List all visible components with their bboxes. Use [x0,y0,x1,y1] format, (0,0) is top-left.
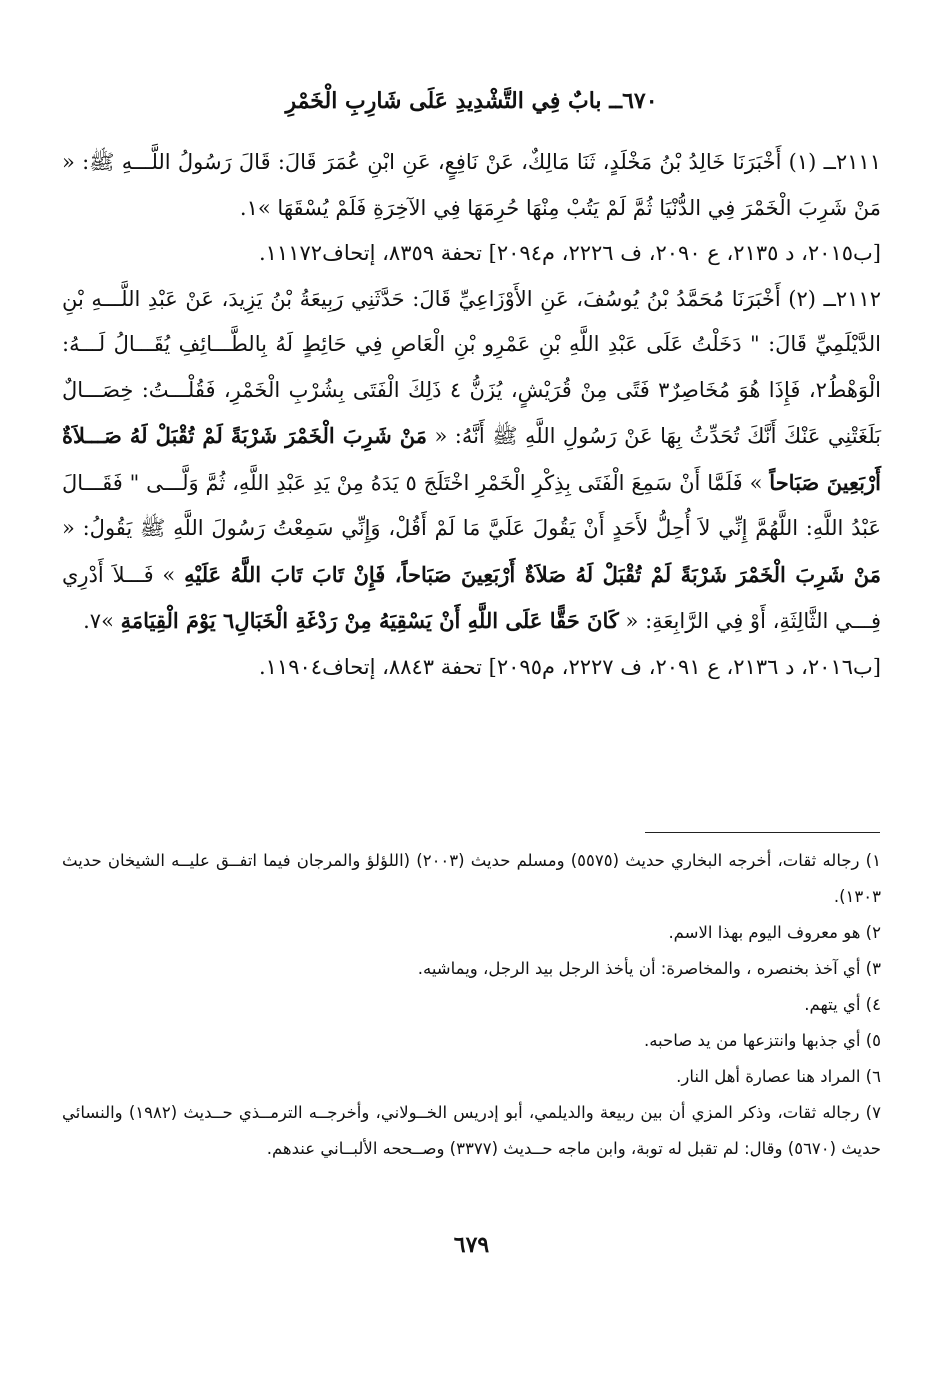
hadith-2111-text: ٢١١١ــ (١) أَخْبَرَنَا خَالِدُ بْنُ مَخْلَدٍ، ثَنَا مَالِكٌ، عَنْ نَافِعٍ، عَنِ ابْنِ عُمَرَ قَالَ: قَالَ رَسُولُ اللَّـــهِ ﷺ: « مَنْ شَرِبَ الْخَمْرَ فِي الدُّنْيَا ثُمَّ لَمْ يَتُبْ مِنْهَا حُرِمَهَا فِي الآخِرَةِ فَلَمْ يُسْقَهَا »١. [62,150,881,220]
footnote-1: ١) رجاله ثقات، أخرجه البخاري حديث (٥٥٧٥) ومسلم حديث (٢٠٠٣) (اللؤلؤ والمرجان فيما اتفــق عليــه الشيخان حديث ١٣٠٣). [62,851,881,906]
footnote-2: ٢) هو معروف اليوم بهذا الاسم. [668,923,881,942]
hadith-2112-quote-2: مَنْ شَرِبَ الْخَمْرَ شَرْبَةً لَمْ تُقْبَلْ لَهُ صَلاَةٌ أَرْبَعِينَ صَبَاحاً، فَإِنْ تَابَ تَابَ اللَّهُ عَلَيْهِ [184,561,881,587]
hadith-2112-text [62,277,881,645]
footnote-divider [645,832,880,833]
hadith-2112-part-a: ٢١١٢ــ (٢) أَخْبَرَنَا مُحَمَّدُ بْنُ يُوسُفَ، عَنِ الأَوْزَاعِيِّ قَالَ: حَدَّثَنِي رَبِيعَةُ بْنُ يَزِيدَ، عَنْ عَبْدِ اللَّـــهِ بْنِ الدَّيْلَمِيِّ قَالَ: " دَخَلْتُ عَلَى عَبْدِ اللَّهِ بْنِ عَمْرِو بْنِ الْعَاصِ فِي حَائِطٍ لَهُ بِالطَّـــائِفِ يُقَـــالُ لَـــهُ: الْوَهْطُ٢، فَإِذَا هُوَ مُخَاصِرٌ٣ فَتًى مِنْ قُرَيْشٍ، يُزَنُّ ٤ ذَلِكَ الْفَتَى بِشُرْبِ الْخَمْرِ، فَقُلْـــتُ: خِصَـــالٌ بَلَغَتْنِي عَنْكَ أَنَّكَ تُحَدِّثُ بِهَا عَنْ رَسُولِ اللَّهِ ﷺ أَنَّهُ: « [62,286,881,448]
footnote-7: ٧) رجاله ثقات، وذكر المزي أن بين ربيعة والديلمي، أبو إدريس الخــولاني، وأخرجــه الترمــذي حــديث (١٩٨٢) والنسائي حديث (٥٦٧٠) وقال: لم تقبل له توبة، وابن ماجه حــديث (٣٣٧٧) وصــححه الألبــاني عندهم. [62,1103,881,1158]
chapter-title: ٦٧٠ــ بابٌ فِي التَّشْدِيدِ عَلَى شَارِبِ الْخَمْرِ [285,88,658,114]
hadith-2112-reference: [ب٢٠١٦، د ٢١٣٦، ع ٢٠٩١، ف ٢٢٢٧، م٢٠٩٥] تحفة ٨٨٤٣، إتحاف١١٩٠٤. [258,654,881,679]
main-text [62,140,881,690]
hadith-2112-part-c: » فَـــلاَ أَدْرِي فِـــي الثَّالِثَةِ، أَوْ فِي الرَّابِعَةِ: « [62,562,881,633]
footnote-5: ٥) أي جذبها وانتزعها من يد صاحبه. [643,1031,881,1050]
footnote-3: ٣) أي آخذ بخنصره ، والمخاصرة: أن يأخذ الرجل بيد الرجل، ويماشيه. [417,959,881,978]
hadith-2112-quote-1: مَنْ شَرِبَ الْخَمْرَ شَرْبَةً لَمْ تُقْبَلْ لَهُ صَـــلاَةٌ أَرْبَعِينَ صَبَاحاً [62,423,882,495]
hadith-2111-reference: [ب٢٠١٥، د ٢١٣٥، ع ٢٠٩٠، ف ٢٢٢٦، م٢٠٩٤] تحفة ٨٣٥٩، إتحاف١١١٧٢. [258,241,881,265]
hadith-2112-part-d: »٧. [83,609,114,633]
footnotes [62,843,881,1167]
footnote-6: ٦) المراد هنا عصارة أهل النار. [676,1067,881,1086]
hadith-2112-quote-3: كَانَ حَقًّا عَلَى اللَّهِ أَنْ يَسْقِيَهُ مِنْ رَدْغَةِ الْخَبَالِ٦ يَوْمَ الْقِيَامَةِ [120,608,619,633]
page-number: ٦٧٩ [453,1232,490,1258]
footnote-4: ٤) أي يتهم. [804,995,881,1014]
hadith-2112-part-b: » فَلَمَّا أَنْ سَمِعَ الْفَتَى بِذِكْرِ الْخَمْرِ اخْتَلَجَ ٥ يَدَهُ مِنْ يَدِ عَبْدِ اللَّهِ، ثُمَّ وَلَّـــى " فَقَـــالَ عَبْدُ اللَّهِ: اللَّهُمَّ إِنِّي لاَ أُحِلُّ لأَحَدٍ أَنْ يَقُولَ عَلَيَّ مَا لَمْ أَقُلْ، وَإِنِّي سَمِعْتُ رَسُولَ اللَّهِ ﷺ يَقُولُ: « [62,470,881,540]
